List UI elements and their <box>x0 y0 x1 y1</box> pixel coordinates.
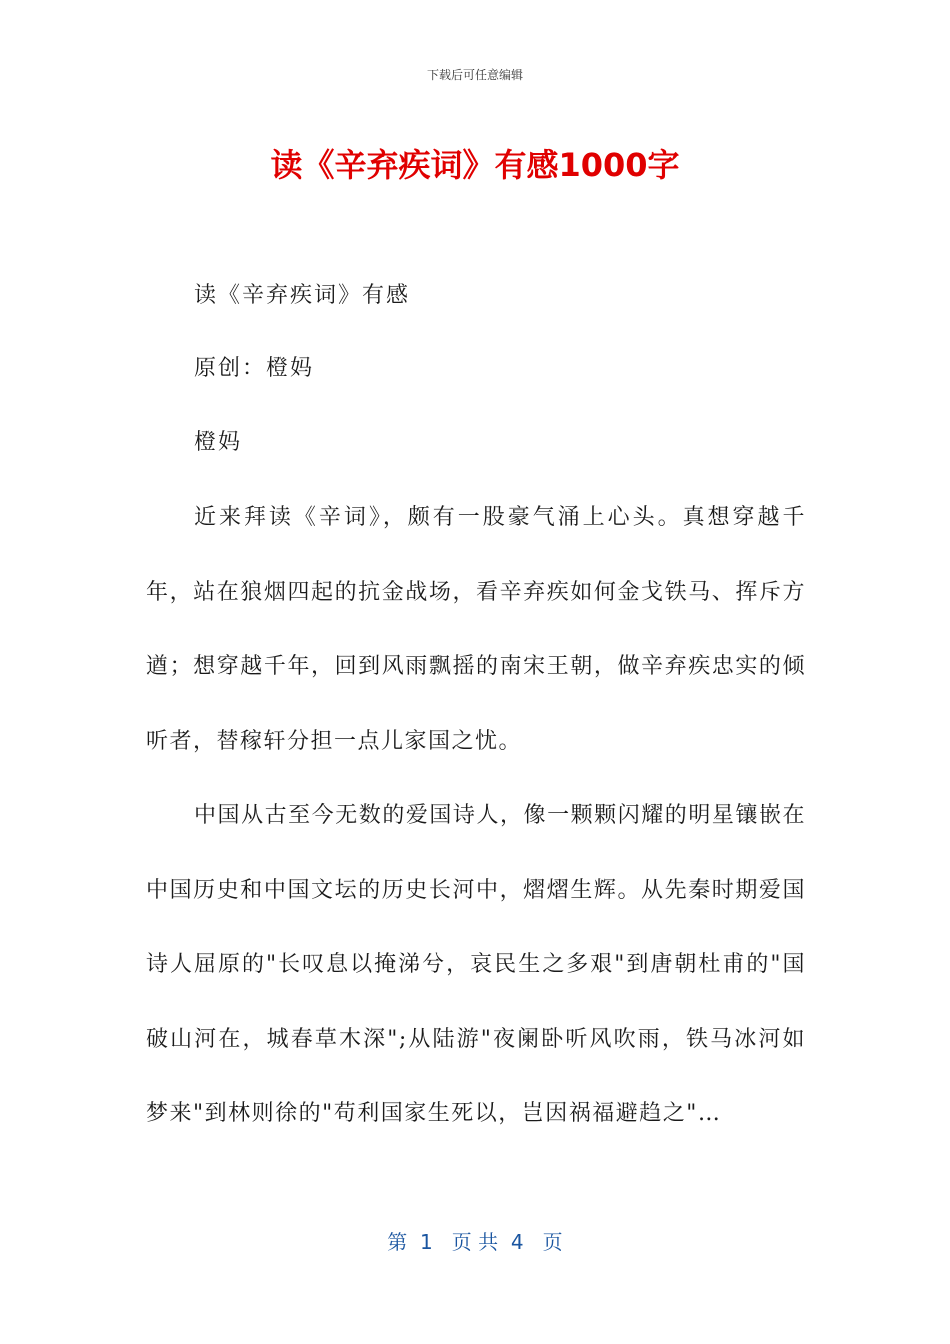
body-paragraph-2: 中国从古至今无数的爱国诗人，像一颗颗闪耀的明星镶嵌在中国历史和中国文坛的历史长河中，熠熠生辉。从先秦时期爱国诗人屈原的"长叹息以掩涕兮，哀民生之多艰"到唐朝杜甫的"国破山河在，城春草木深";从陆游"夜阑卧听风吹雨，铁马冰河如梦来"到林则徐的"苟利国家生死以，岂因祸福避趋之"… <box>146 803 806 1126</box>
subtitle-line: 读《辛弃疾词》有感 <box>194 283 411 308</box>
author-credit-line: 原创：橙妈 <box>194 356 315 381</box>
page-footer: 第 1 页 共 4 页 <box>387 1230 563 1254</box>
author-name-line: 橙妈 <box>194 430 243 455</box>
body-paragraph-1: 近来拜读《辛词》，颇有一股豪气涌上心头。真想穿越千年，站在狼烟四起的抗金战场，看辛弃疾如何金戈铁马、挥斥方遒；想穿越千年，回到风雨飘摇的南宋王朝，做辛弃疾忠实的倾听者，替稼轩分担一点儿家国之忧。 <box>146 505 806 754</box>
page-header: 下载后可任意编辑 <box>426 68 523 82</box>
document-title: 读《辛弃疾词》有感1000字 <box>270 146 680 184</box>
